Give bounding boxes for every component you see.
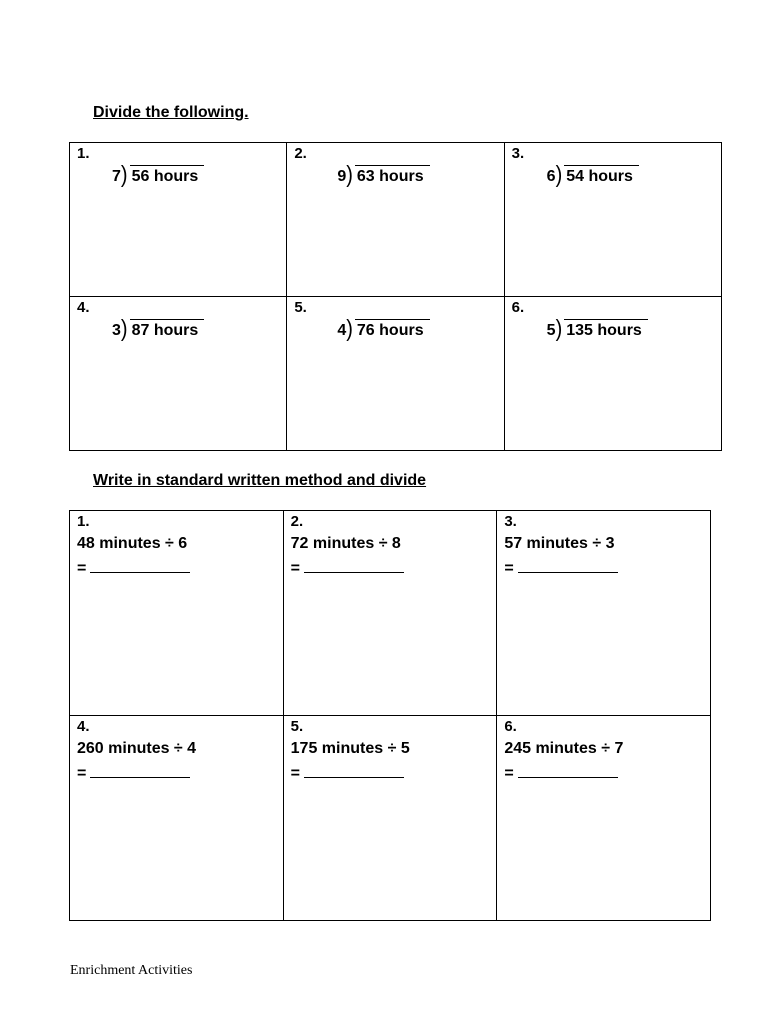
answer-blank: [518, 558, 618, 573]
answer-line: [291, 763, 404, 783]
division-expression: 260 minutes ÷ 4: [77, 740, 197, 757]
divisor: 4: [337, 322, 347, 339]
dividend: 87 hours: [130, 319, 205, 340]
answer-blank: [304, 763, 404, 778]
dividend: 76 hours: [355, 319, 430, 340]
dividend: 56 hours: [130, 165, 205, 186]
problem-number: 5.: [290, 718, 304, 735]
divisor: 7: [112, 168, 121, 185]
answer-line: [77, 763, 190, 783]
answer-line: [504, 763, 617, 783]
divisor: 9: [337, 168, 347, 185]
written-method-grid: [69, 510, 711, 921]
problem-number: 6.: [511, 299, 525, 316]
answer-line: [77, 558, 190, 578]
dividend: 54 hours: [564, 165, 639, 186]
section-1-heading: Divide the following.: [93, 104, 249, 121]
long-division: 5) 135 hours: [547, 321, 648, 340]
problem-number: 1.: [77, 513, 90, 530]
problem-cell: [287, 297, 504, 451]
page-footer: Enrichment Activities: [70, 963, 193, 978]
problem-number: 2.: [290, 513, 304, 530]
division-expression: 245 minutes ÷ 7: [504, 740, 624, 757]
problem-number: 3.: [504, 513, 517, 530]
answer-line: [504, 558, 617, 578]
long-division: 9) 63 hours: [337, 167, 429, 186]
division-expression: 175 minutes ÷ 5: [290, 740, 410, 757]
equals-sign: =: [77, 560, 87, 577]
problem-cell: [504, 297, 721, 451]
long-division: 4) 76 hours: [337, 321, 429, 340]
equals-sign: =: [504, 560, 514, 577]
equals-sign: =: [77, 765, 87, 782]
equals-sign: =: [504, 765, 514, 782]
long-division: 3) 87 hours: [112, 321, 204, 340]
problem-cell: [287, 143, 504, 297]
problem-cell: [497, 716, 711, 921]
equals-sign: =: [290, 560, 300, 577]
division-expression: 57 minutes ÷ 3: [504, 535, 615, 552]
division-expression: 48 minutes ÷ 6: [77, 535, 188, 552]
problem-cell: [497, 511, 711, 716]
problem-cell: [283, 716, 497, 921]
problem-cell: [70, 511, 284, 716]
divisor: 6: [546, 168, 556, 185]
problem-number: 2.: [294, 145, 307, 162]
problem-number: 1.: [77, 145, 90, 162]
problem-number: 4.: [77, 299, 90, 316]
problem-cell: [70, 143, 287, 297]
answer-line: [291, 558, 404, 578]
answer-blank: [90, 558, 190, 573]
divisor: 3: [112, 322, 121, 339]
dividend: 135 hours: [564, 319, 648, 340]
answer-blank: [90, 763, 190, 778]
division-grid: [69, 142, 722, 451]
problem-cell: [283, 511, 497, 716]
long-division: 7) 56 hours: [112, 167, 204, 186]
problem-number: 5.: [294, 299, 307, 316]
problem-number: 4.: [77, 718, 90, 735]
dividend: 63 hours: [355, 165, 430, 186]
problem-number: 3.: [511, 145, 525, 162]
problem-number: 6.: [504, 718, 517, 735]
equals-sign: =: [290, 765, 300, 782]
long-division: 6) 54 hours: [547, 167, 639, 186]
problem-cell: [504, 143, 721, 297]
problem-cell: [70, 297, 287, 451]
problem-cell: [70, 716, 284, 921]
answer-blank: [304, 558, 404, 573]
division-expression: 72 minutes ÷ 8: [290, 535, 401, 552]
section-2-heading: Write in standard written method and divide: [93, 472, 427, 489]
divisor: 5: [546, 322, 556, 339]
answer-blank: [518, 763, 618, 778]
